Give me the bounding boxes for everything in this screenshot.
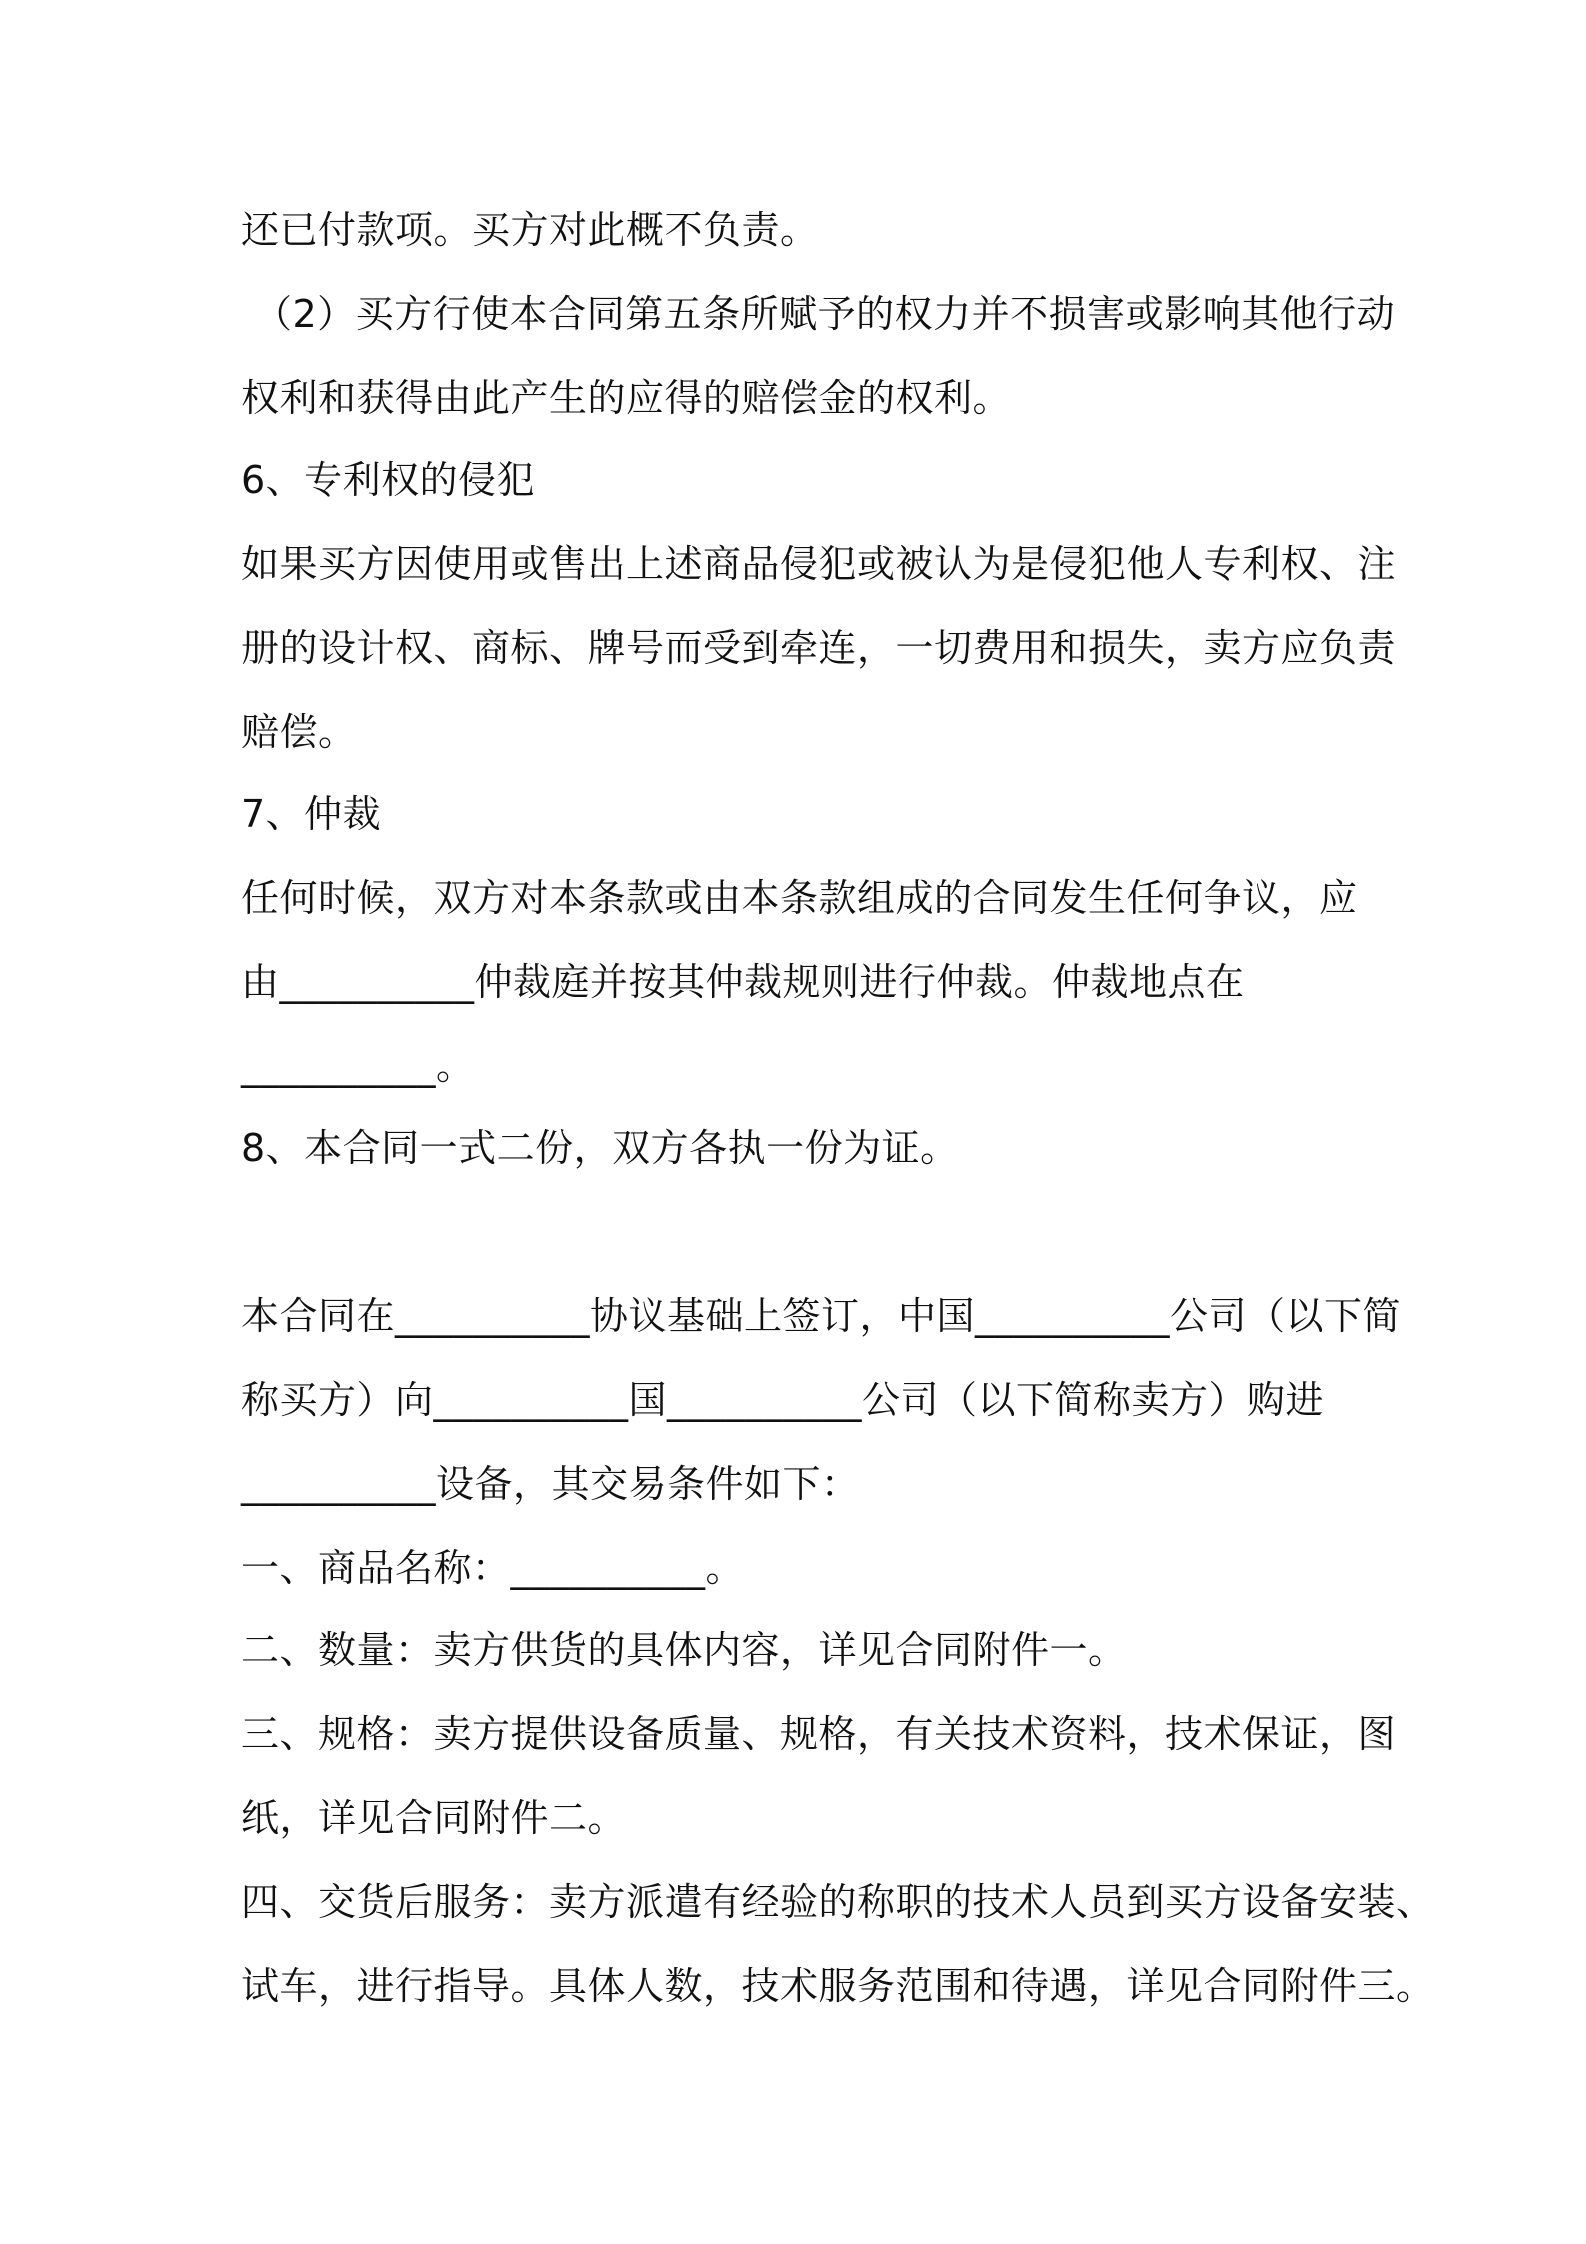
text-line: __________。 [241, 1044, 475, 1088]
text-line: 赔偿。 [241, 710, 357, 754]
text-line: 一、商品名称：__________。 [241, 1546, 745, 1590]
text-line: 二、数量：卖方供货的具体内容，详见合同附件一。 [241, 1628, 1127, 1672]
text-line: __________设备，其交易条件如下： [241, 1462, 860, 1506]
text-line: 三、规格：卖方提供设备质量、规格，有关技术资料，技术保证，图 [241, 1712, 1397, 1756]
text-line: 任何时候，双方对本条款或由本条款组成的合同发生任何争议，应 [241, 876, 1358, 920]
section-heading: 6、专利权的侵犯 [241, 458, 536, 502]
text-line: 本合同在__________协议基础上签订，中国__________公司（以下简 [241, 1294, 1402, 1338]
text-line: 称买方）向__________国__________公司（以下简称卖方）购进 [241, 1378, 1325, 1422]
text-line: 纸，详见合同附件二。 [241, 1796, 627, 1840]
text-line: 四、交货后服务：卖方派遣有经验的称职的技术人员到买方设备安装、 [241, 1880, 1435, 1924]
text-line: 还已付款项。买方对此概不负责。 [241, 208, 819, 252]
text-line: 册的设计权、商标、牌号而受到牵连，一切费用和损失，卖方应负责 [241, 626, 1397, 670]
text-line: 8、本合同一式二份，双方各执一份为证。 [241, 1126, 959, 1170]
text-line: 试车，进行指导。具体人数，技术服务范围和待遇，详见合同附件三。 [241, 1964, 1435, 2008]
text-line: （2）买方行使本合同第五条所赋予的权力并不损害或影响其他行动 [254, 292, 1396, 336]
text-line: 由__________仲裁庭并按其仲裁规则进行仲裁。仲裁地点在 [241, 960, 1245, 1004]
text-line: 如果买方因使用或售出上述商品侵犯或被认为是侵犯他人专利权、注 [241, 542, 1397, 586]
text-line: 权利和获得由此产生的应得的赔偿金的权利。 [241, 376, 1012, 420]
section-heading: 7、仲裁 [241, 792, 382, 836]
